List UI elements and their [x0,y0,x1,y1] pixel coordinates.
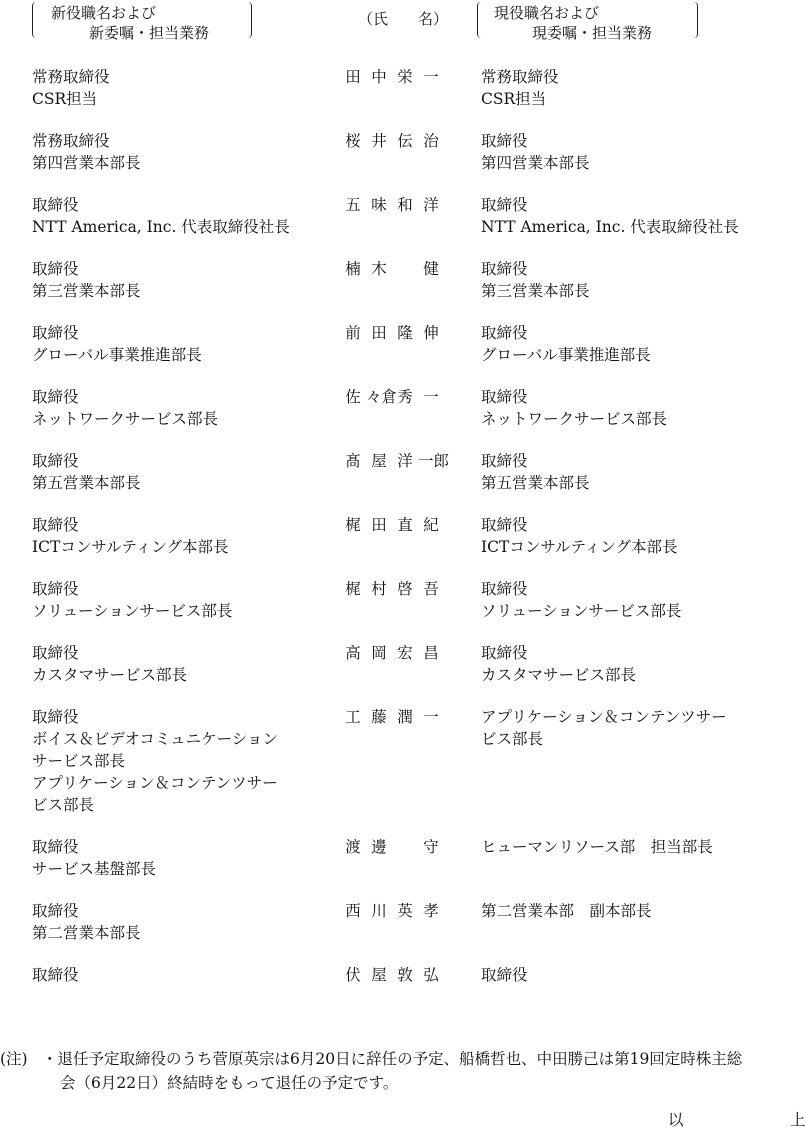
officer-name-part: 栄 [397,68,413,86]
new-position-cell [32,578,322,622]
current-position-line: 取締役 [481,132,528,150]
new-position-line: NTT America, Inc. 代表取締役社長 [32,218,290,236]
name-header: （氏 名） [358,10,449,28]
officer-name-part: 一 [423,388,439,406]
new-position-line: ソリューションサービス部長 [32,602,233,620]
officer-name-part: 紀 [423,516,439,534]
current-position-header-line1: 現役職名および [494,4,600,22]
new-position-cell [32,66,322,110]
current-position-line: 取締役 [481,580,528,598]
current-position-line: ICTコンサルティング本部長 [481,538,678,556]
new-position-line: ICTコンサルティング本部長 [32,538,229,556]
current-position-cell [481,642,781,686]
officer-name-part: 洋 [397,452,413,470]
officer-name [340,578,444,600]
new-position-cell [32,322,322,366]
officer-name-part: 治 [423,132,439,150]
footnote-line1: ・退任予定取締役のうち菅原英宗は6月20日に辞任の予定、船橋哲也、中田勝己は第19回定時株主総 [42,1050,743,1068]
current-position-line: 取締役 [481,452,528,470]
new-position-cell [32,706,322,816]
new-position-line: ネットワークサービス部長 [32,410,219,428]
new-position-line: 常務取締役 [32,132,110,150]
footnote-mark: (注) [0,1050,28,1068]
current-position-line: アプリケーション＆コンテンツサー [481,708,727,726]
officer-name-part: 洋 [423,196,439,214]
officer-name-part: 昌 [423,644,439,662]
new-position-header-line2: 新委嘱・担当業務 [89,24,210,42]
current-position-line: 取締役 [481,644,528,662]
new-position-line: CSR担当 [32,90,98,108]
officer-name [340,386,444,408]
current-position-line: 取締役 [481,966,528,984]
new-position-line: ボイス＆ビデオコミュニケーション [32,730,278,748]
officer-name-part: 伸 [423,324,439,342]
officer-name-part: 宏 [397,644,413,662]
officer-name-part: 一郎 [418,452,450,470]
current-position-line: ネットワークサービス部長 [481,410,668,428]
current-position-cell [481,194,781,238]
officer-name-part: 孝 [423,902,439,920]
officer-name-part: 健 [423,260,439,278]
officer-name-part: 味 [371,196,387,214]
current-position-line: 取締役 [481,388,528,406]
officer-name [340,836,444,858]
officer-name-part: 岡 [371,644,387,662]
current-position-header-line2: 現委嘱・担当業務 [532,24,653,42]
officer-name-part: 工 [345,708,361,726]
officer-name-part: 吾 [423,580,439,598]
new-position-line: アプリケーション＆コンテンツサー [32,774,278,792]
current-position-cell [481,964,781,986]
officer-name [340,450,450,472]
officer-name [340,194,444,216]
officer-name-part: 秀 [397,388,413,406]
officer-name-part: 前 [345,324,361,342]
officer-name-part: 井 [371,132,387,150]
current-position-cell [481,578,781,622]
officer-name [340,706,444,728]
new-position-line: 取締役 [32,838,79,856]
officer-name-part: 直 [397,516,413,534]
new-position-line: 取締役 [32,196,79,214]
officer-name-part: 村 [371,580,387,598]
new-position-cell [32,258,322,302]
new-position-cell [32,130,322,174]
officer-name-part: 髙 [345,452,361,470]
officer-name-part: 渡 [345,838,361,856]
new-position-line: サービス基盤部長 [32,860,157,878]
closing-char-2: 上 [790,1111,806,1129]
current-position-cell [481,836,781,858]
new-position-line: 取締役 [32,452,79,470]
new-position-line: ビス部長 [32,796,95,814]
officer-name-part: 五 [345,196,361,214]
current-position-cell [481,450,781,494]
footnote-line2: 会（6月22日）終結時をもって退任の予定です。 [60,1074,399,1092]
current-position-line: 第五営業本部長 [481,474,590,492]
current-position-line: 常務取締役 [481,68,559,86]
current-position-cell [481,322,781,366]
officer-name-part: 伝 [397,132,413,150]
current-position-line: 取締役 [481,260,528,278]
officer-name [340,130,444,152]
officer-name-part: 佐 [345,388,361,406]
officer-name-part: 高 [345,644,361,662]
current-position-cell [481,66,781,110]
current-position-line: NTT America, Inc. 代表取締役社長 [481,218,739,236]
officer-name-part: 邊 [371,838,387,856]
closing-char-1: 以 [668,1111,684,1129]
officer-name [340,964,444,986]
officer-name-part: 屋 [371,966,387,984]
new-position-cell [32,964,322,986]
officer-name-part: 啓 [397,580,413,598]
new-position-cell [32,900,322,944]
new-position-line: 取締役 [32,388,79,406]
new-position-line: 取締役 [32,580,79,598]
current-position-line: 第二営業本部 副本部長 [481,902,652,920]
current-position-line: 取締役 [481,516,528,534]
current-position-line: 取締役 [481,196,528,214]
current-position-cell [481,386,781,430]
new-position-cell [32,836,322,880]
officer-name [340,642,444,664]
officer-name-part: 弘 [423,966,439,984]
new-position-line: 取締役 [32,324,79,342]
current-position-line: ヒューマンリソース部 担当部長 [481,838,713,856]
new-position-line: サービス部長 [32,752,126,770]
officer-name-part: 田 [345,68,361,86]
new-position-header [32,2,252,42]
new-position-line: 取締役 [32,260,79,278]
new-position-cell [32,194,322,238]
new-position-line: 取締役 [32,708,79,726]
current-position-line: グローバル事業推進部長 [481,346,651,364]
new-position-cell [32,386,322,430]
current-position-line: 取締役 [481,324,528,342]
officer-name-part: 敦 [397,966,413,984]
current-position-cell [481,258,781,302]
officer-name-part: 一 [423,708,439,726]
new-position-line: グローバル事業推進部長 [32,346,202,364]
officer-name-part: 中 [371,68,387,86]
officer-name-part: 楠 [345,260,361,278]
new-position-line: 常務取締役 [32,68,110,86]
officer-name [340,66,444,88]
current-position-cell [481,900,781,922]
officer-name-part: 隆 [397,324,413,342]
new-position-cell [32,514,322,558]
current-position-line: カスタマサービス部長 [481,666,637,684]
officer-name [340,322,444,344]
officer-name [340,258,444,280]
current-position-line: CSR担当 [481,90,547,108]
officer-name-part: 田 [371,516,387,534]
new-position-cell [32,642,322,686]
officer-name-part: 英 [397,902,413,920]
new-position-line: 第三営業本部長 [32,282,141,300]
officer-name [340,514,444,536]
officer-name-part: 田 [371,324,387,342]
officer-name-part: 木 [371,260,387,278]
current-position-header [477,2,698,42]
new-position-line: 取締役 [32,516,79,534]
current-position-cell [481,706,781,750]
current-position-line: 第四営業本部長 [481,154,590,172]
new-position-header-line1: 新役職名および [51,4,157,22]
officer-name-part: 川 [371,902,387,920]
officer-name-part: 潤 [397,708,413,726]
officer-name-part: 梶 [345,516,361,534]
new-position-line: 第四営業本部長 [32,154,141,172]
new-position-cell [32,450,322,494]
officer-name-part: 西 [345,902,361,920]
new-position-line: 取締役 [32,902,79,920]
current-position-line: 第三営業本部長 [481,282,590,300]
officer-name-part: 々倉 [366,388,398,406]
new-position-line: 第二営業本部長 [32,924,141,942]
officer-name-part: 屋 [371,452,387,470]
officer-name-part: 藤 [371,708,387,726]
new-position-line: カスタマサービス部長 [32,666,188,684]
current-position-line: ビス部長 [481,730,544,748]
officer-name [340,900,444,922]
officer-name-part: 伏 [345,966,361,984]
new-position-line: 第五営業本部長 [32,474,141,492]
officer-name-part: 桜 [345,132,361,150]
new-position-line: 取締役 [32,966,79,984]
current-position-cell [481,130,781,174]
current-position-cell [481,514,781,558]
officer-name-part: 守 [423,838,439,856]
officer-name-part: 梶 [345,580,361,598]
new-position-line: 取締役 [32,644,79,662]
officer-name-part: 一 [423,68,439,86]
current-position-line: ソリューションサービス部長 [481,602,682,620]
officer-name-part: 和 [397,196,413,214]
